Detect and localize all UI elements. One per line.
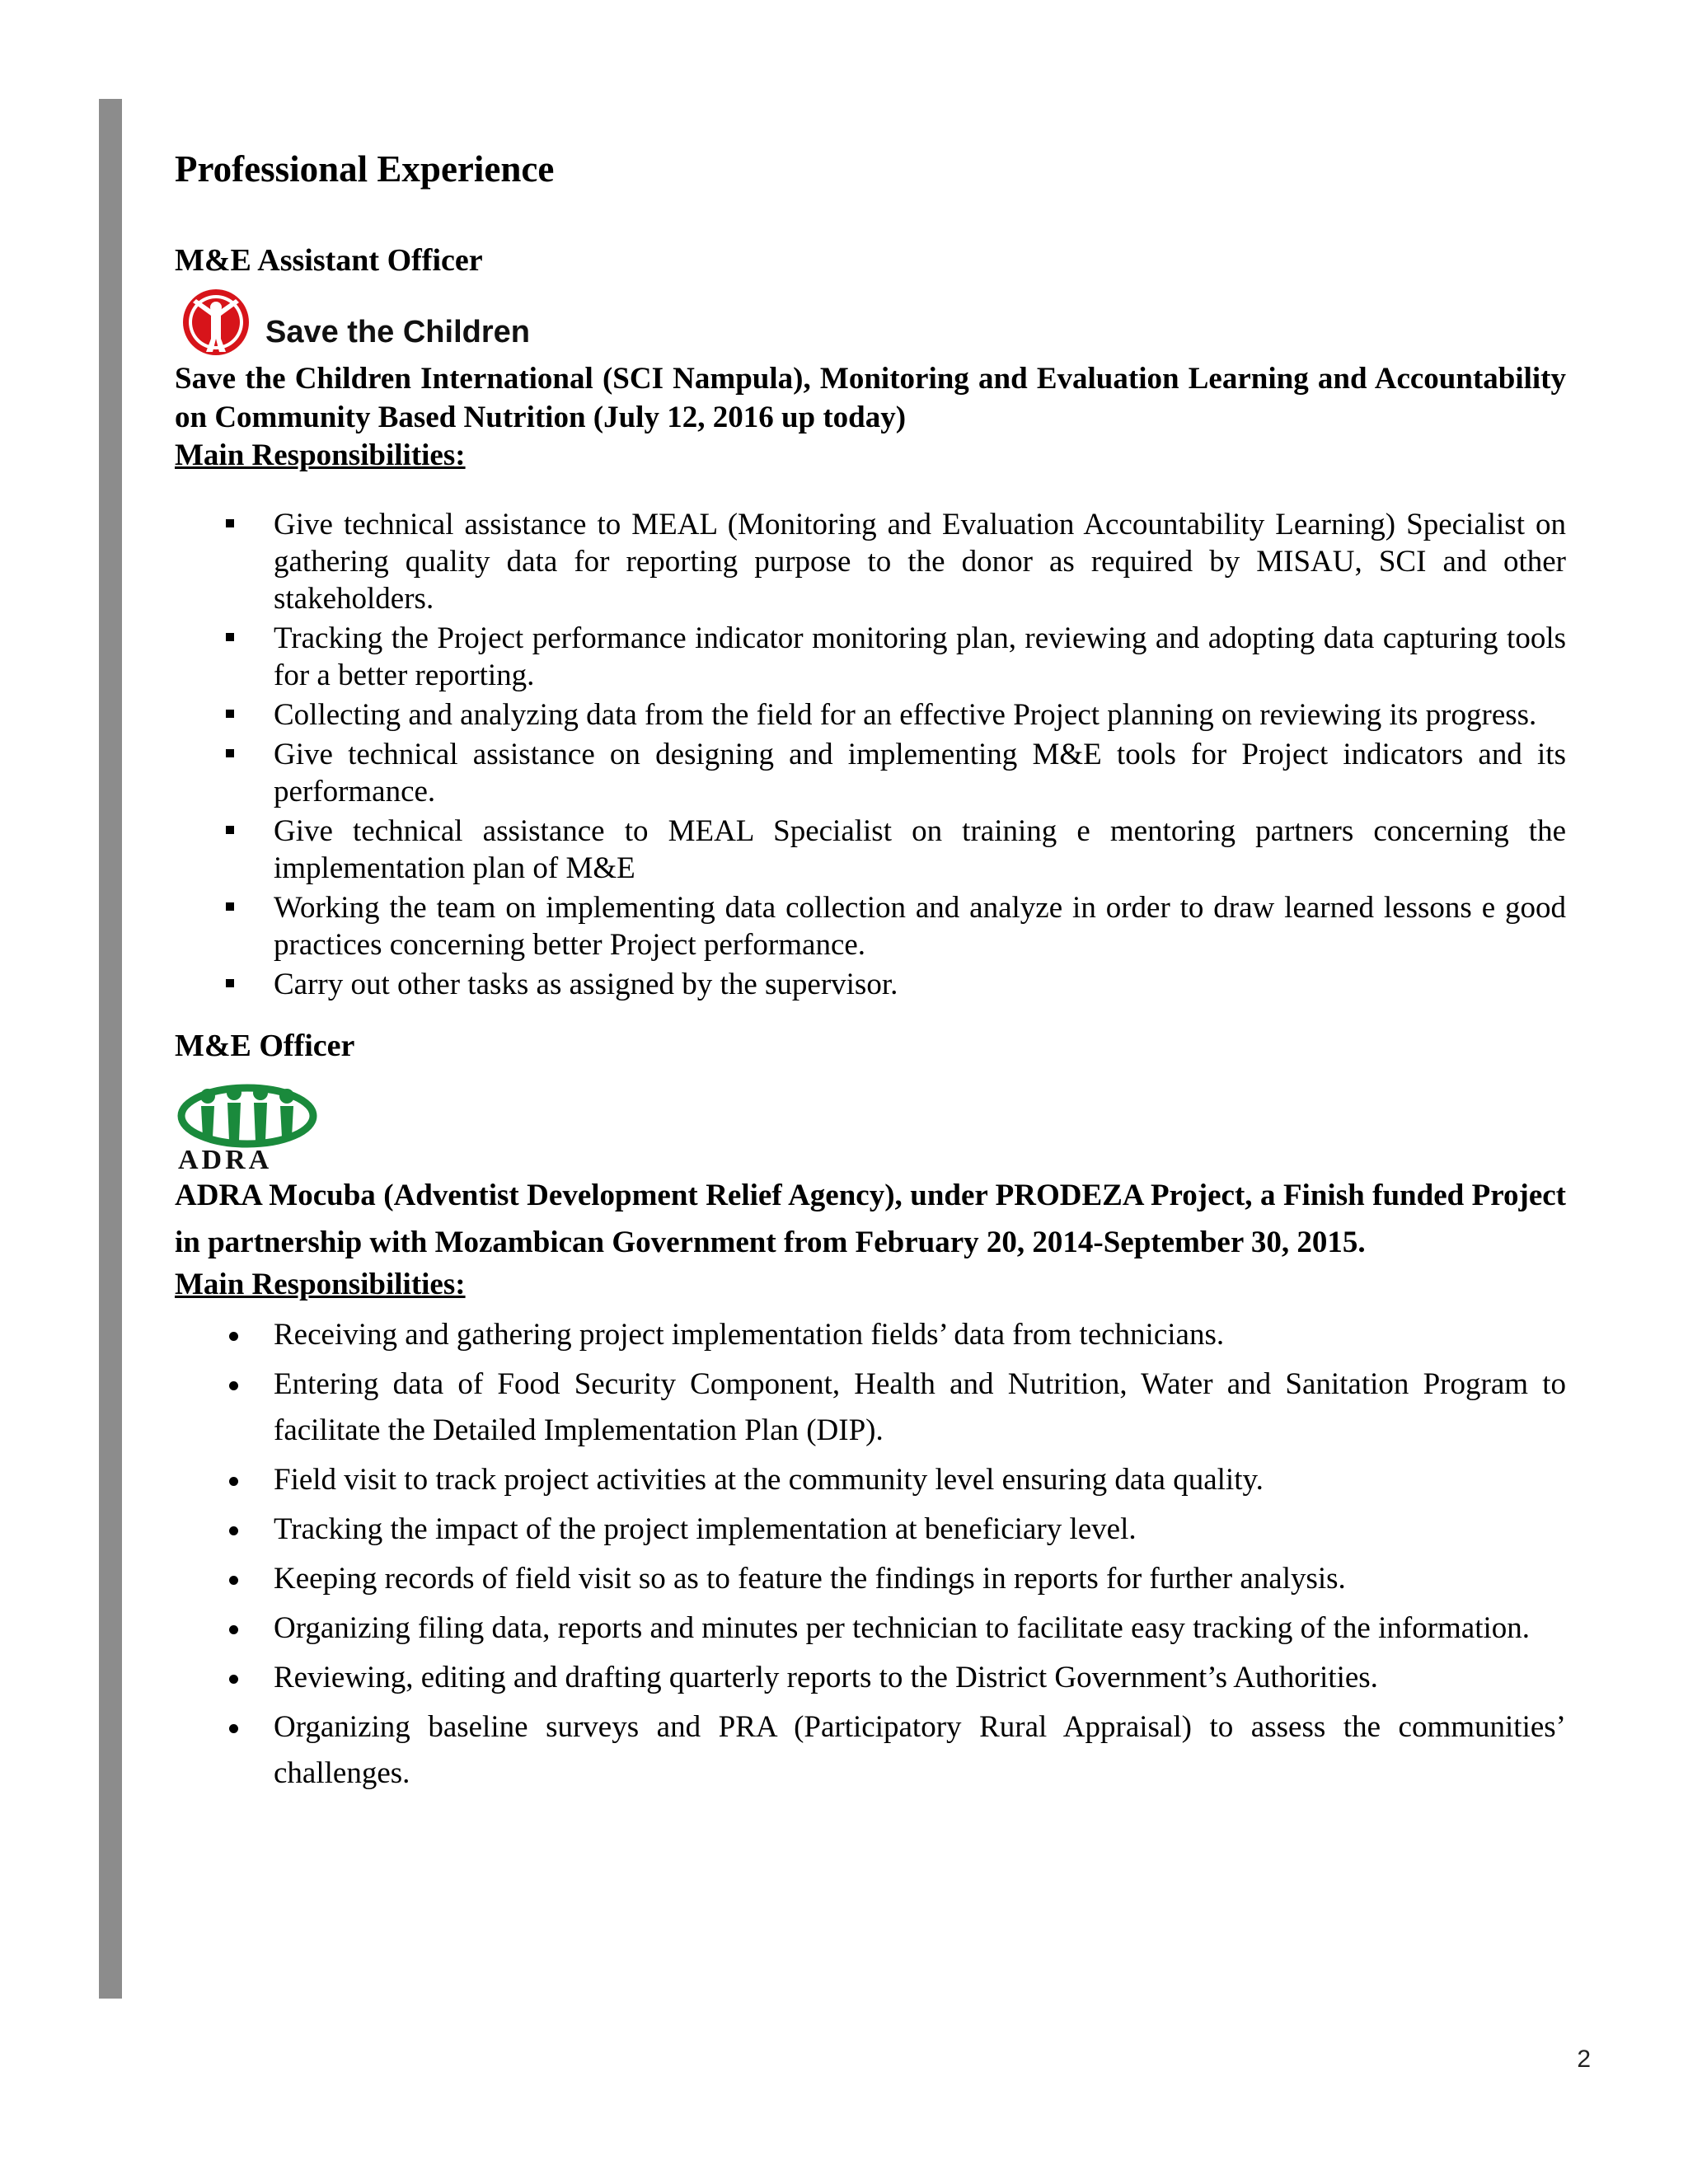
square-bullet-icon — [226, 902, 234, 911]
square-bullet-icon — [226, 749, 234, 757]
job-title: M&E Assistant Officer — [175, 243, 483, 278]
job-entry — [175, 242, 1566, 1003]
disc-bullet-icon — [229, 1675, 238, 1684]
list-item: Tracking the impact of the project implementation at beneficiary level. — [175, 1507, 1566, 1553]
list-item: Give technical assistance to MEAL (Monitoring and Evaluation Accountability Learning) Specialist on gathering quality data for reporting purpose to the donor as required by MISAU, SCI and other stakeholders. — [175, 506, 1566, 617]
list-item: Reviewing, editing and drafting quarterly reports to the District Government’s Authorities. — [175, 1655, 1566, 1701]
list-item: Organizing filing data, reports and minutes per technician to facilitate easy tracking of the information. — [175, 1605, 1566, 1652]
left-margin-bar — [99, 99, 122, 1999]
job-title: M&E Officer — [175, 1028, 355, 1063]
list-item: Entering data of Food Security Component, Health and Nutrition, Water and Sanitation Program to facilitate the Detailed Implementation Plan (DIP). — [175, 1361, 1566, 1454]
page-number: 2 — [1577, 2046, 1591, 2073]
list-item: Give technical assistance to MEAL Specialist on training e mentoring partners concerning the implementation plan of M&E — [175, 813, 1566, 887]
disc-bullet-icon — [229, 1576, 238, 1585]
square-bullet-icon — [226, 519, 234, 527]
save-the-children-emblem-icon — [175, 284, 257, 359]
list-item: Receiving and gathering project implementation fields’ data from technicians. — [175, 1312, 1566, 1358]
organization-description: ADRA Mocuba (Adventist Development Relief Agency), under PRODEZA Project, a Finish funded Project in partnership with Mozambican Government from February 20, 2014-September 30, 2015. — [175, 1179, 1566, 1260]
page-content — [175, 147, 1566, 1800]
list-item: Give technical assistance on designing and implementing M&E tools for Project indicators and its performance. — [175, 736, 1566, 810]
adra-logo — [175, 1080, 1566, 1172]
save-the-children-logo — [175, 284, 1566, 359]
disc-bullet-icon — [229, 1724, 238, 1733]
organization-description: Save the Children International (SCI Nampula), Monitoring and Evaluation Learning and Accountability on Community Based Nutrition (July 12, 2016 up today) — [175, 361, 1566, 434]
job-entry — [175, 1028, 1566, 1797]
adra-emblem-icon — [175, 1080, 323, 1172]
disc-bullet-icon — [229, 1526, 238, 1535]
square-bullet-icon — [226, 826, 234, 834]
list-item: Carry out other tasks as assigned by the supervisor. — [175, 966, 1566, 1003]
disc-bullet-icon — [229, 1332, 238, 1341]
square-bullet-icon — [226, 979, 234, 987]
list-item: Keeping records of field visit so as to feature the findings in reports for further analysis. — [175, 1556, 1566, 1602]
list-item: Tracking the Project performance indicator monitoring plan, reviewing and adopting data capturing tools for a better reporting. — [175, 620, 1566, 694]
list-item: Organizing baseline surveys and PRA (Participatory Rural Appraisal) to assess the communities’ challenges. — [175, 1704, 1566, 1797]
list-item: Collecting and analyzing data from the field for an effective Project planning on reviewing its progress. — [175, 696, 1566, 733]
square-bullet-icon — [226, 633, 234, 641]
square-bullet-icon — [226, 710, 234, 718]
list-item: Working the team on implementing data collection and analyze in order to draw learned lessons e good practices concerning better Project performance. — [175, 889, 1566, 963]
responsibilities-list — [175, 506, 1566, 1003]
section-title: Professional Experience — [175, 148, 555, 190]
responsibilities-list — [175, 1312, 1566, 1797]
disc-bullet-icon — [229, 1625, 238, 1634]
responsibilities-heading: Main Responsibilities: — [175, 438, 466, 472]
adra-wordmark: ADRA — [178, 1145, 273, 1173]
disc-bullet-icon — [229, 1477, 238, 1486]
disc-bullet-icon — [229, 1381, 238, 1390]
save-the-children-wordmark: Save the Children — [265, 315, 530, 350]
responsibilities-heading: Main Responsibilities: — [175, 1268, 466, 1302]
list-item: Field visit to track project activities at the community level ensuring data quality. — [175, 1457, 1566, 1503]
